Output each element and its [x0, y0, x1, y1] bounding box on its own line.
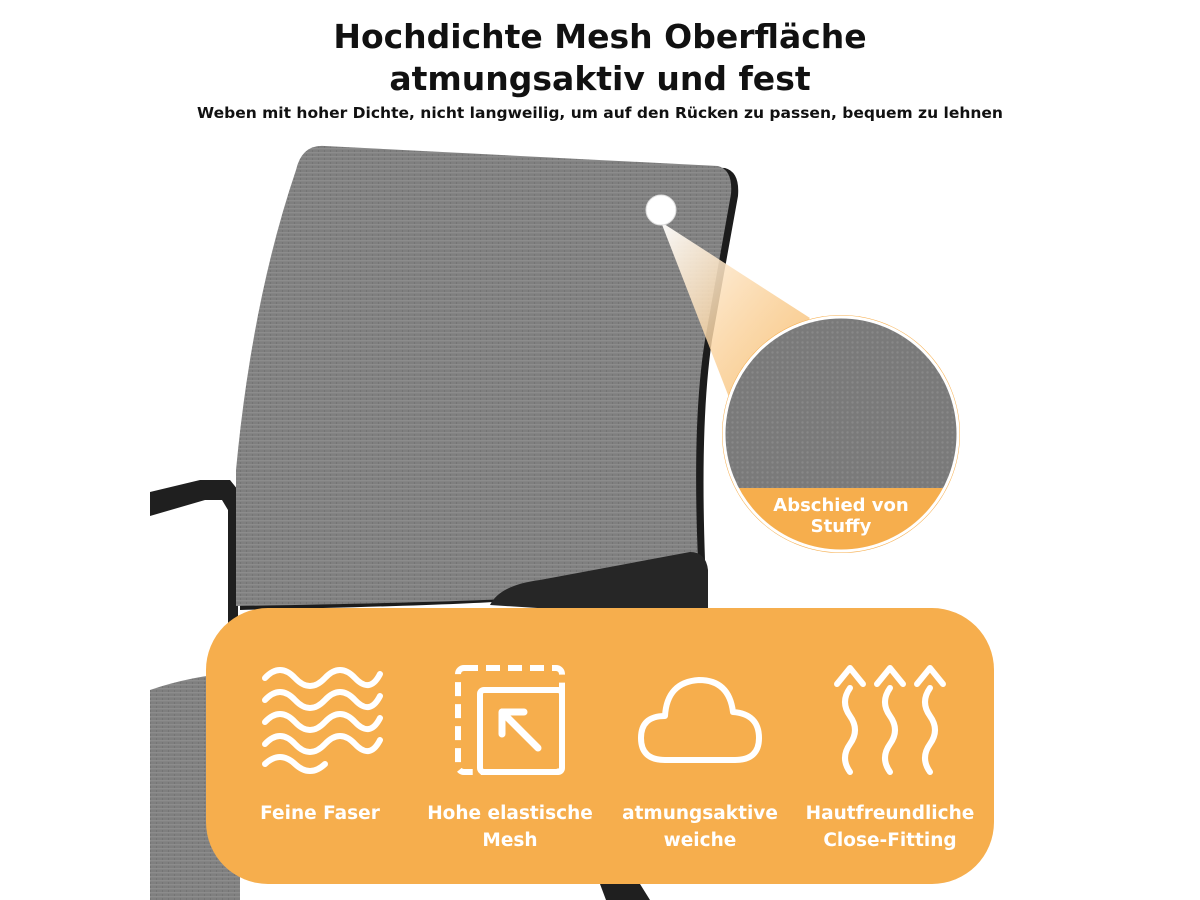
feature-skin-friendly: Hautfreundliche Close-Fitting	[792, 660, 988, 854]
left-armrest	[150, 480, 238, 625]
features-panel	[206, 608, 994, 884]
feature-elastic-mesh-label: Hohe elastische	[427, 803, 593, 824]
stretch-square-icon	[450, 660, 570, 780]
chair-leg	[600, 884, 650, 900]
page-subtitle: Weben mit hoher Dichte, nicht langweilig, um auf den Rücken zu passen, bequem zu lehnen	[197, 104, 1003, 122]
zoom-caption-line-1: Abschied von	[773, 495, 909, 516]
wavy-arrows-icon	[825, 660, 955, 780]
feature-breathable: atmungsaktive weiche	[602, 660, 798, 854]
title-line-2: atmungsaktiv und fest	[389, 59, 811, 98]
title-line-1: Hochdichte Mesh Oberfläche	[333, 17, 867, 56]
waves-icon	[255, 660, 385, 780]
feature-fine-fiber-label: Feine Faser	[260, 803, 380, 824]
zoom-caption-line-2: Stuffy	[810, 516, 872, 537]
feature-skin-friendly-label: Hautfreundliche	[805, 803, 975, 824]
feature-fine-fiber	[222, 660, 418, 827]
zoom-caption	[736, 495, 946, 537]
feature-breathable-label: atmungsaktive	[622, 803, 778, 824]
feature-elastic-mesh: Hohe elastische Mesh	[412, 660, 608, 854]
page-title	[0, 16, 1200, 100]
cloud-icon	[635, 660, 765, 780]
